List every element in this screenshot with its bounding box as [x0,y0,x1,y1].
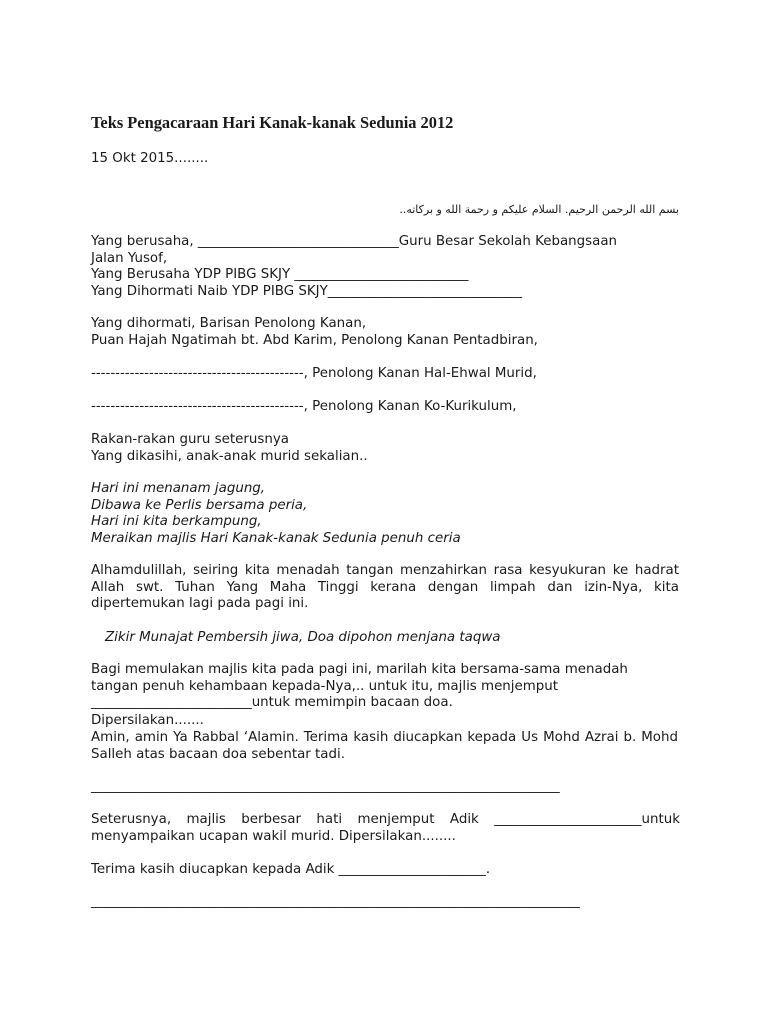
document-title: Teks Pengacaraan Hari Kanak-kanak Sedunia 2012 [91,113,454,132]
zikir-line: Zikir Munajat Pembersih jiwa, Doa dipohon menjana taqwa [105,630,501,645]
pantun-line-1: Hari ini menanam jagung, [91,481,266,496]
honored-line-pentadbiran: Puan Hajah Ngatimah bt. Abd Karim, Penolong Kanan Pentadbiran, [91,332,538,348]
pantun-block [91,481,679,547]
date-line: 15 Okt 2015........ [91,151,209,166]
divider-line-1: ______________________________________________________________________ [91,779,560,794]
colleagues-line: Rakan-rakan guru seterusnya [91,432,289,447]
salutation-block [91,234,679,300]
salutation-line-ydp: Yang Berusaha YDP PIBG SKJY __________________________ [91,267,469,283]
honored-block [91,316,679,349]
colleagues-block [91,432,679,465]
dipersilakan-line: Dipersilakan....... [91,713,204,728]
pantun-line-3: Hari ini kita berkampung, [91,514,262,530]
doa-intro-paragraph: Bagi memulakan majlis kita pada pagi ini, marilah kita bersama-sama menadah tangan penuh kehambaan kepada-Nya,.. untuk itu, majlis menjemput ________________________untuk memimpin bacaan doa. [91,662,628,711]
basmalah-salam [91,202,679,219]
adik-thanks-line: Terima kasih diucapkan kepada Adik ______________________. [91,862,491,877]
adik-invite-paragraph: Seterusnya, majlis berbesar hati menjemput Adik ______________________untuk menyampaikan ucapan wakil murid. Dipersilakan........ [91,812,680,844]
pk-hem-line: --------------------------------------------, Penolong Kanan Hal-Ehwal Murid, [91,366,537,381]
salutation-line-school: Jalan Yusof, [91,250,168,266]
alhamdulillah-paragraph: Alhamdulillah, seiring kita menadah tangan menzahirkan rasa kesyukuran ke hadrat Allah swt. Tuhan Yang Maha Tinggi kerana dengan limpah dan izin-Nya, kita dipertemukan lagi pada pagi ini. [91,563,679,612]
amin-paragraph: Amin, amin Ya Rabbal ‘Alamin. Terima kasih diucapkan kepada Us Mohd Azrai b. Mohd Salleh atas bacaan doa sebentar tadi. [91,730,678,762]
honored-line-barisan: Yang dihormati, Barisan Penolong Kanan, [91,316,367,331]
pantun-line-2: Dibawa ke Perlis bersama peria, [91,497,308,513]
basmalah-text: بسم الله الرحمن الرحيم. السلام عليكم و رحمة الله و بركاته.. [399,203,679,216]
divider-line-2: _________________________________________________________________________ [91,894,580,909]
students-line: Yang dikasihi, anak-anak murid sekalian.. [91,448,368,464]
salutation-line-naib-ydp: Yang Dihormati Naib YDP PIBG SKJY_____________________________ [91,283,522,299]
salutation-line-headmaster: Yang berusaha, ______________________________Guru Besar Sekolah Kebangsaan [91,234,618,249]
pantun-line-4: Meraikan majlis Hari Kanak-kanak Sedunia penuh ceria [91,530,461,546]
pk-koko-line: --------------------------------------------, Penolong Kanan Ko-Kurikulum, [91,399,517,414]
